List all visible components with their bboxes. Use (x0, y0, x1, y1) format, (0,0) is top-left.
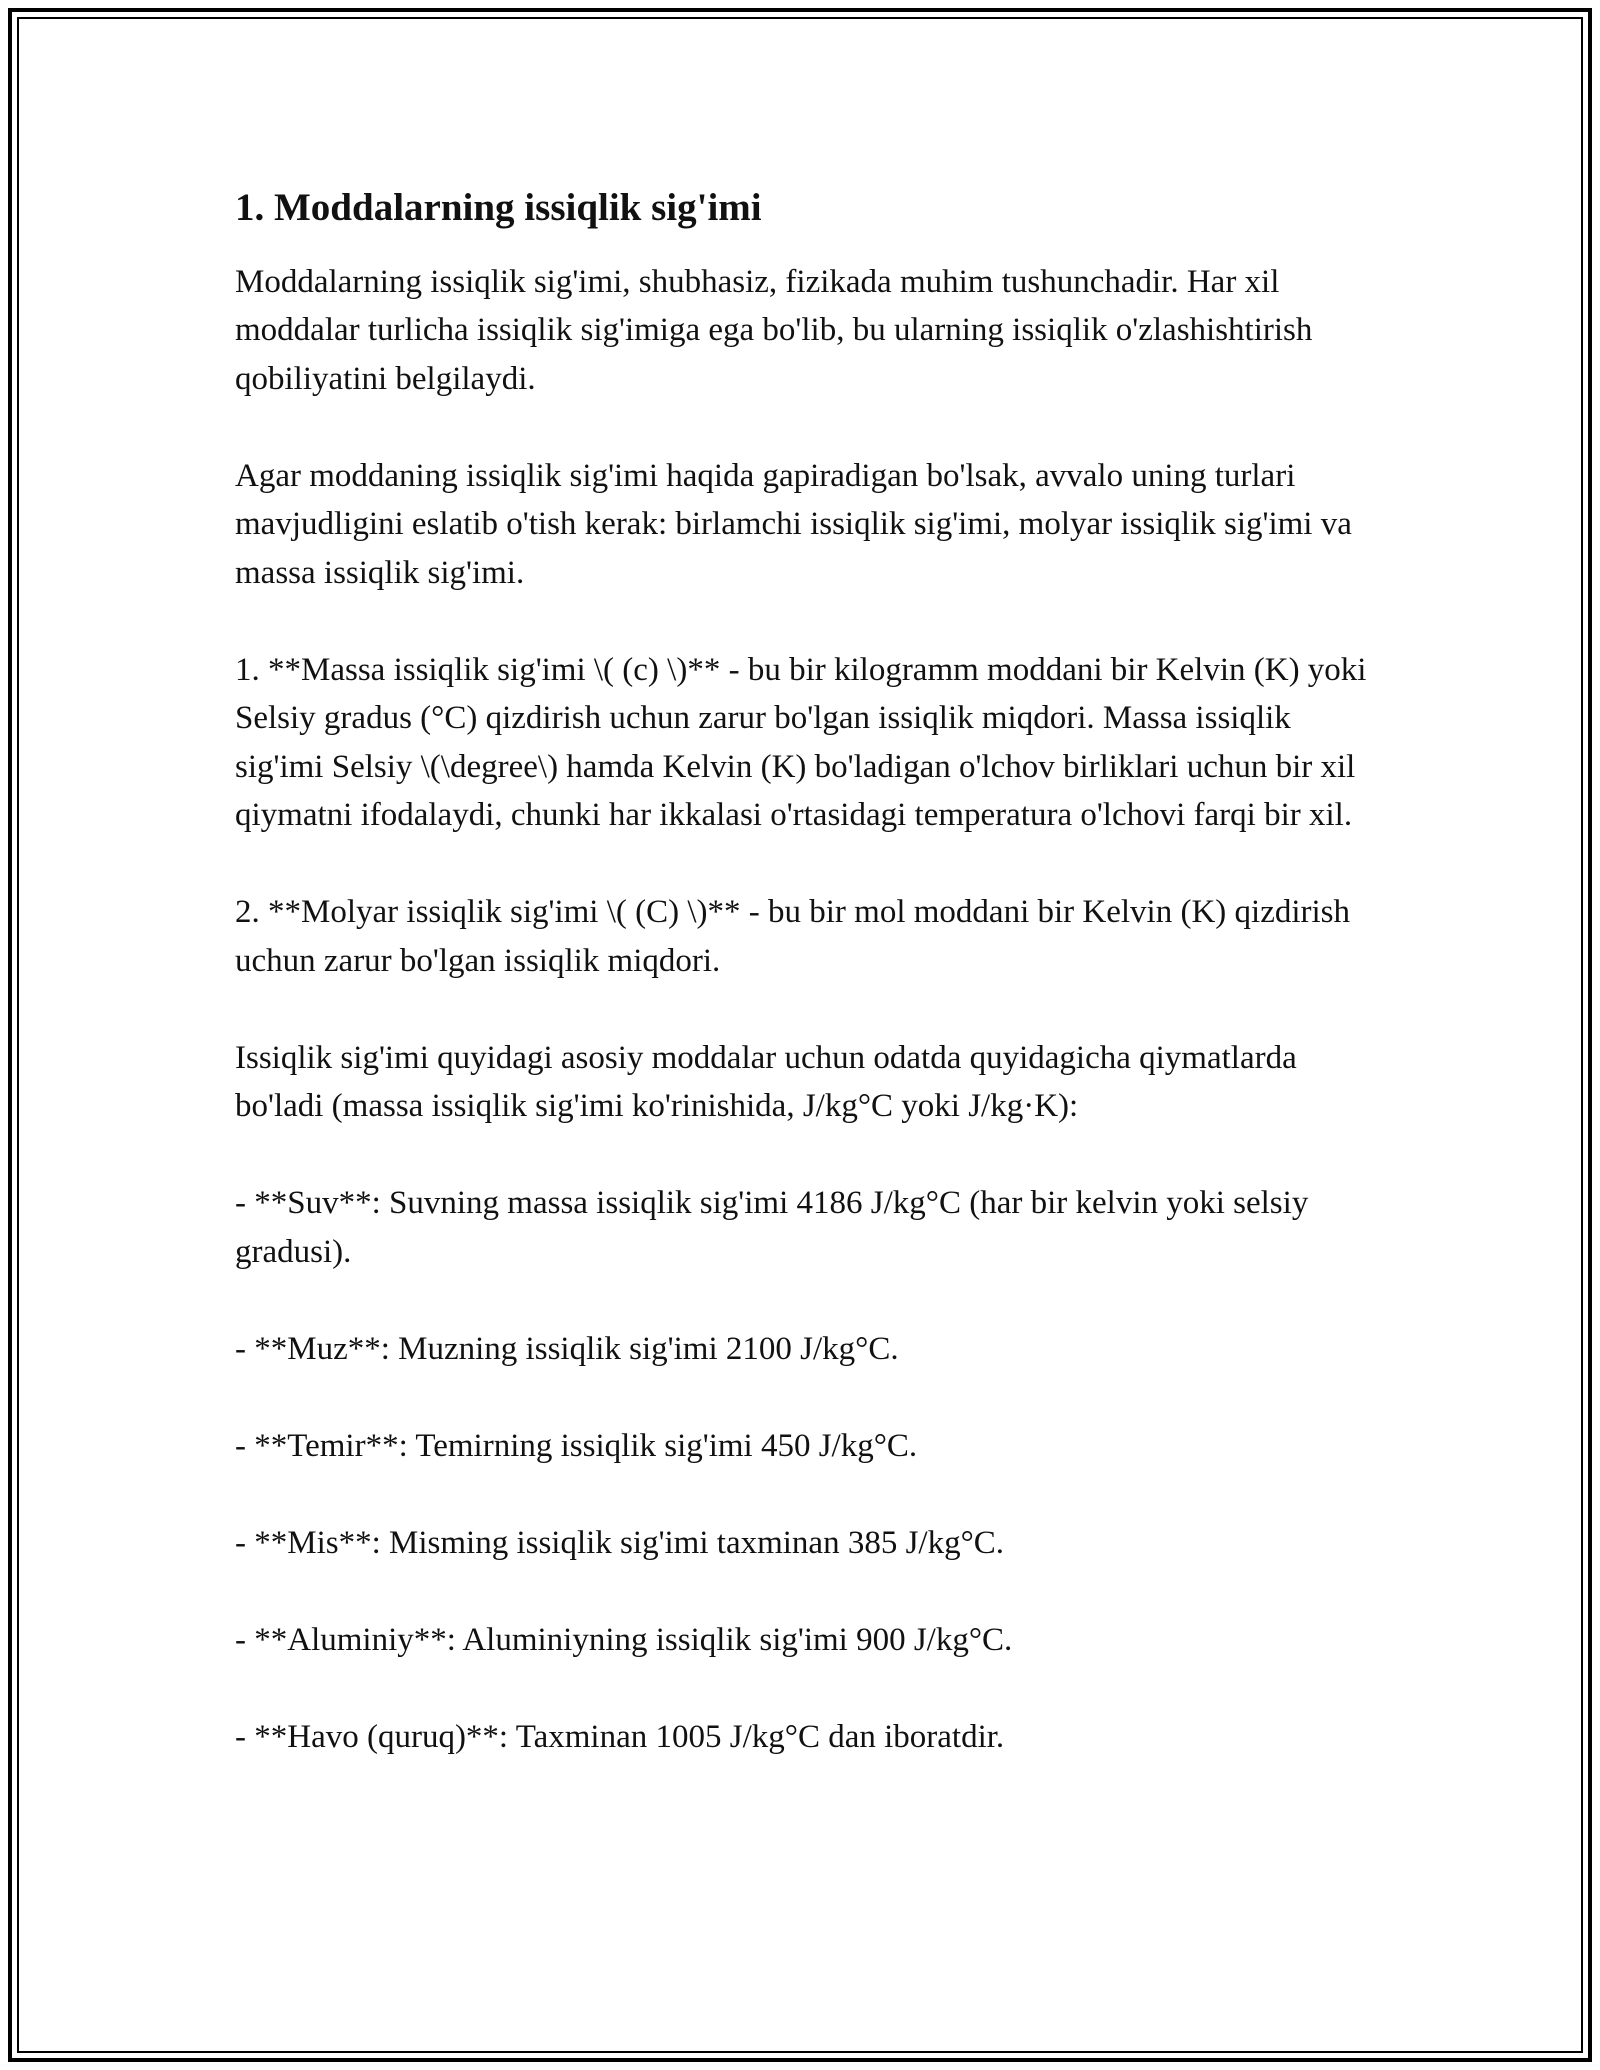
paragraph-intro: Moddalarning issiqlik sig'imi, shubhasiz, fizikada muhim tushunchadir. Har xil moddalar turlicha issiqlik sig'imiga ega bo'lib, bu ularning issiqlik o'zlashishtirish qobiliyatini belgilaydi. (235, 263, 1313, 397)
document-body (235, 185, 1375, 1810)
paragraph-mass-heat-capacity: 1. **Massa issiqlik sig'imi \( (c) \)** - bu bir kilogramm moddani bir Kelvin (K) yoki Selsiy gradus (°C) qizdirish uchun zarur bo'lgan issiqlik miqdori. Massa issiqlik sig'imi Selsiy \(\degree\) hamda Kelvin (K) bo'ladigan o'lchov birliklari uchun bir xil qiymatni ifodalaydi, chunki har ikkalasi o'rtasidagi temperatura o'lchovi farqi bir xil. (235, 651, 1367, 834)
list-item-ice: - **Muz**: Muzning issiqlik sig'imi 2100 J/kg°C. (235, 1330, 899, 1367)
list-item-aluminium: - **Aluminiy**: Aluminiyning issiqlik sig'imi 900 J/kg°C. (235, 1621, 1013, 1658)
paragraph-molar-heat-capacity: 2. **Molyar issiqlik sig'imi \( (C) \)** - bu bir mol moddani bir Kelvin (K) qizdirish uchun zarur bo'lgan issiqlik miqdori. (235, 894, 1351, 979)
document-title: 1. Moddalarning issiqlik sig'imi (235, 186, 762, 229)
list-item-iron: - **Temir**: Temirning issiqlik sig'imi 450 J/kg°C. (235, 1427, 918, 1464)
list-item-water: - **Suv**: Suvning massa issiqlik sig'imi 4186 J/kg°C (har bir kelvin yoki selsiy gradusi). (235, 1185, 1309, 1270)
paragraph-values-intro: Issiqlik sig'imi quyidagi asosiy moddalar uchun odatda quyidagicha qiymatlarda bo'ladi (massa issiqlik sig'imi ko'rinishida, J/kg°C yoki J/kg·K): (235, 1039, 1297, 1125)
list-item-copper: - **Mis**: Misming issiqlik sig'imi taxminan 385 J/kg°C. (235, 1524, 1005, 1561)
paragraph-types: Agar moddaning issiqlik sig'imi haqida gapiradigan bo'lsak, avvalo uning turlari mavjudligini eslatib o'tish kerak: birlamchi issiqlik sig'imi, molyar issiqlik sig'imi va massa issiqlik sig'imi. (235, 457, 1352, 591)
list-item-air: - **Havo (quruq)**: Taxminan 1005 J/kg°C dan iboratdir. (235, 1718, 1005, 1755)
